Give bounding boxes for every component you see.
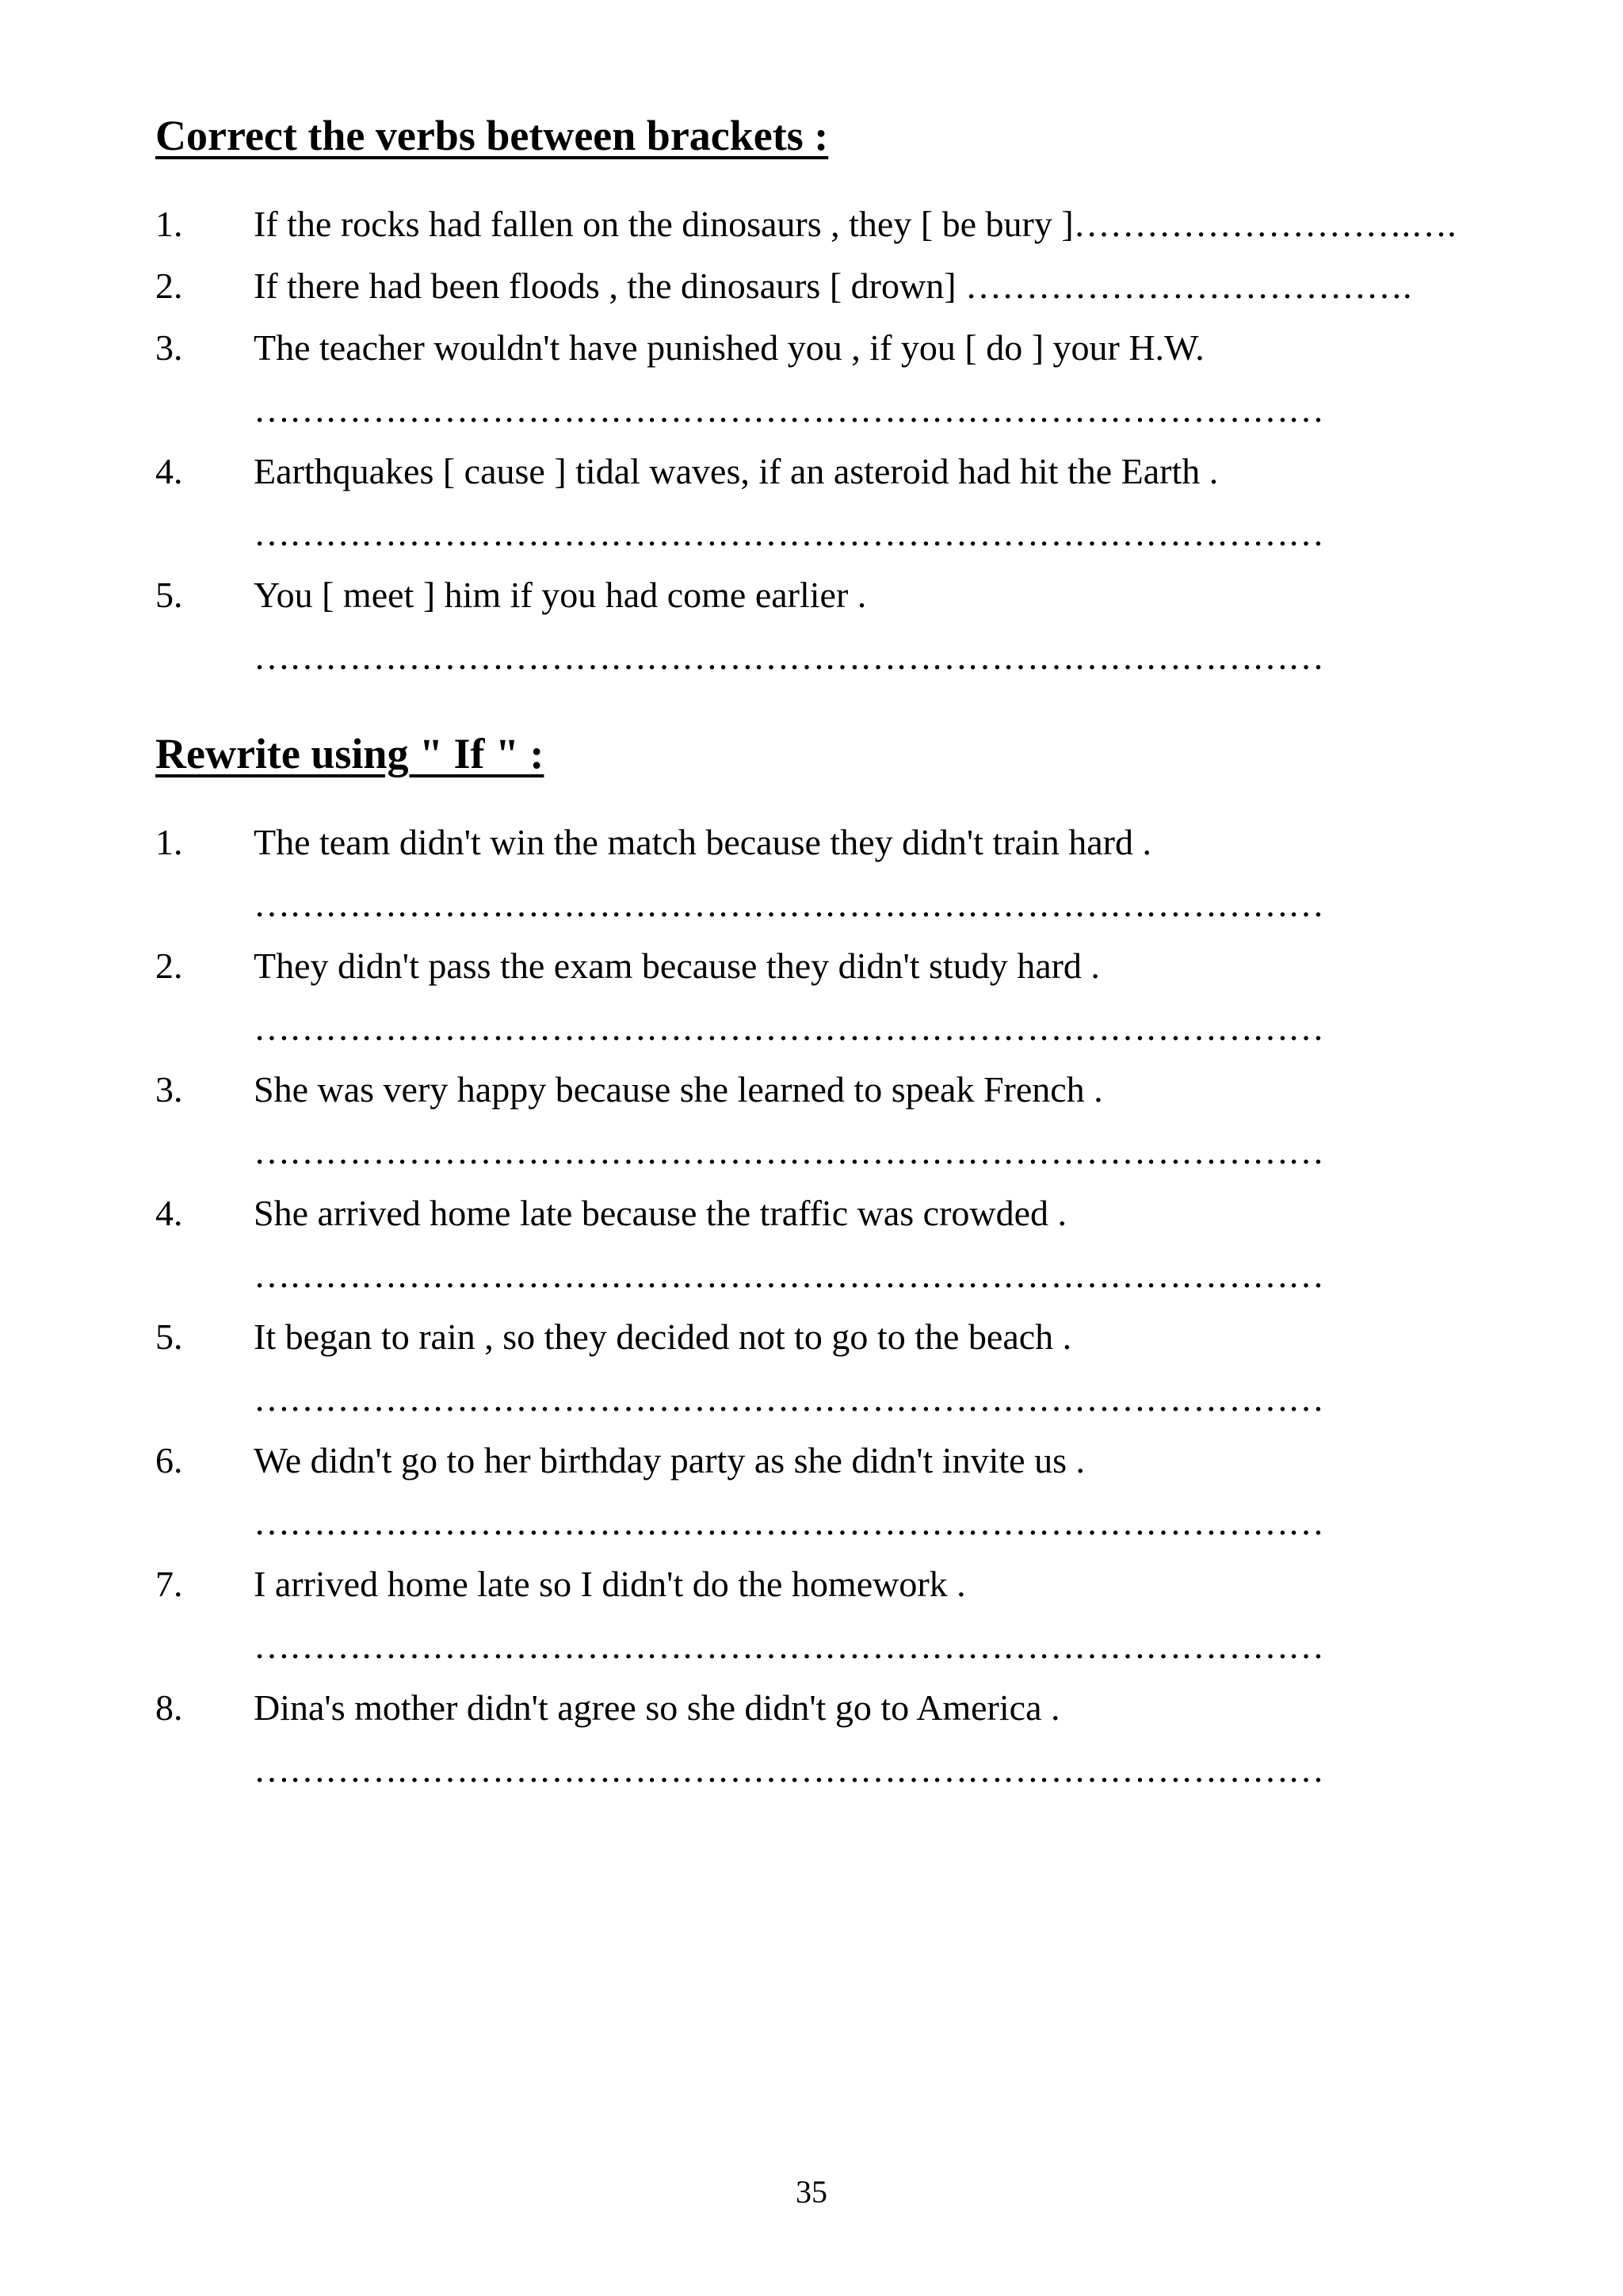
exercise-sentence: It began to rain , so they decided not to go to the beach . bbox=[254, 1316, 1072, 1357]
answer-line[interactable]: ……………………………………………………………………………… bbox=[254, 1007, 1323, 1048]
answer-line[interactable]: ……………………………………………………………………………… bbox=[254, 884, 1323, 924]
exercise-sentence: If there had been floods , the dinosaurs [ drown] ………………………………. bbox=[254, 266, 1412, 306]
section-heading-rewrite-if: Rewrite using " If " : bbox=[155, 730, 544, 777]
answer-line[interactable]: ……………………………………………………………………………… bbox=[254, 1626, 1323, 1666]
exercise-sentence: The team didn't win the match because they didn't train hard . bbox=[254, 822, 1151, 862]
exercise-sentence: Dina's mother didn't agree so she didn't go to America . bbox=[254, 1687, 1060, 1728]
answer-line[interactable]: ……………………………………………………………………………… bbox=[254, 1131, 1323, 1171]
item-number: 5. bbox=[155, 575, 183, 615]
section-heading-correct-verbs: Correct the verbs between brackets : bbox=[155, 112, 829, 159]
answer-line[interactable]: ……………………………………………………………………………… bbox=[254, 513, 1323, 553]
answer-line[interactable]: ……………………………………………………………………………… bbox=[254, 389, 1323, 430]
exercise-sentence: She arrived home late because the traffic was crowded . bbox=[254, 1193, 1067, 1233]
item-number: 3. bbox=[155, 1069, 183, 1110]
item-number: 5. bbox=[155, 1316, 183, 1357]
exercise-sentence: The teacher wouldn't have punished you , if you [ do ] your H.W. bbox=[254, 327, 1205, 368]
exercise-sentence: They didn't pass the exam because they didn't study hard . bbox=[254, 946, 1100, 986]
item-number: 1. bbox=[155, 822, 183, 862]
item-number: 6. bbox=[155, 1440, 183, 1480]
answer-line[interactable]: ……………………………………………………………………………… bbox=[254, 1378, 1323, 1419]
item-number: 2. bbox=[155, 266, 183, 306]
item-number: 4. bbox=[155, 1193, 183, 1233]
exercise-sentence: She was very happy because she learned to speak French . bbox=[254, 1069, 1103, 1110]
answer-line[interactable]: ……………………………………………………………………………… bbox=[254, 1255, 1323, 1295]
exercise-sentence: If the rocks had fallen on the dinosaurs , they [ be bury ]……………………….…. bbox=[254, 204, 1457, 244]
item-number: 3. bbox=[155, 327, 183, 368]
item-number: 1. bbox=[155, 204, 183, 244]
item-number: 2. bbox=[155, 946, 183, 986]
exercise-sentence: I arrived home late so I didn't do the homework . bbox=[254, 1564, 966, 1604]
answer-line[interactable]: ……………………………………………………………………………… bbox=[254, 1502, 1323, 1542]
item-number: 7. bbox=[155, 1564, 183, 1604]
page-number: 35 bbox=[796, 2174, 827, 2210]
exercise-sentence: You [ meet ] him if you had come earlier . bbox=[254, 575, 867, 615]
exercise-sentence: Earthquakes [ cause ] tidal waves, if an asteroid had hit the Earth . bbox=[254, 451, 1219, 491]
answer-line[interactable]: ……………………………………………………………………………… bbox=[254, 1749, 1323, 1790]
item-number: 8. bbox=[155, 1687, 183, 1728]
exercise-sentence: We didn't go to her birthday party as she didn't invite us . bbox=[254, 1440, 1085, 1480]
answer-line[interactable]: ……………………………………………………………………………… bbox=[254, 636, 1323, 677]
item-number: 4. bbox=[155, 451, 183, 491]
